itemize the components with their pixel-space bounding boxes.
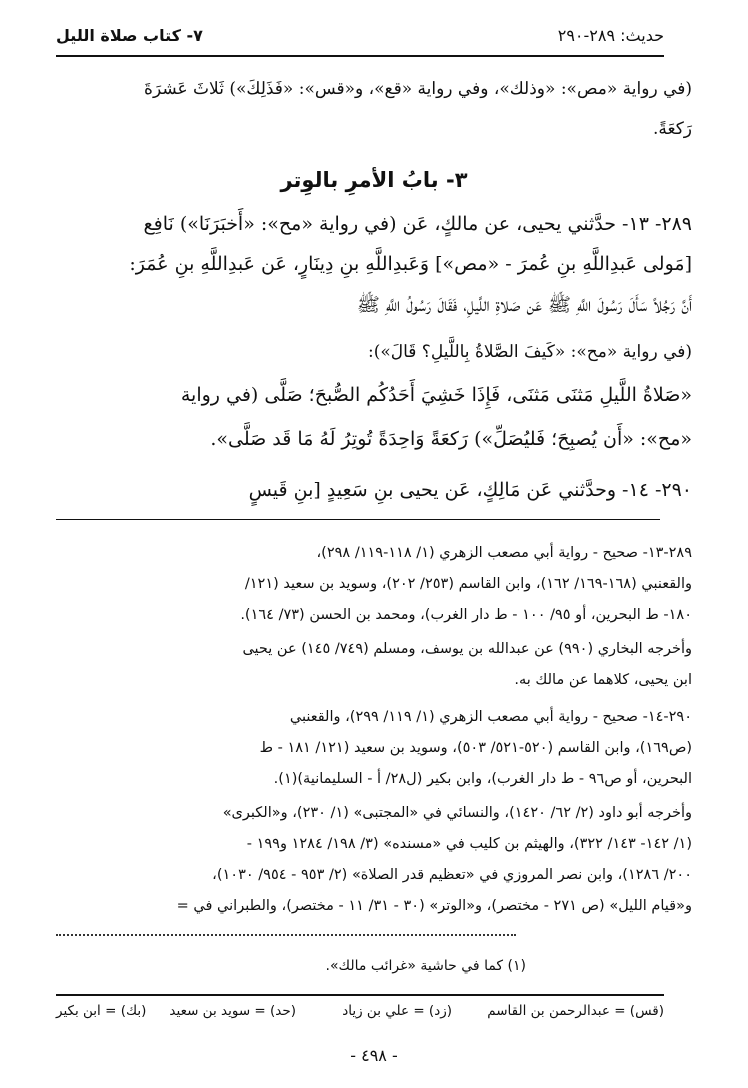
footnote-line: و«قيام الليل» (ص ٢٧١ - مختصر)، و«الوتر» (٣٠ - ٣١/ ١١ - مختصر)، والطبراني في = [176,898,692,914]
footnote-line: (ص١٦٩)، وابن القاسم (٥٢٠-٥٢١/ ٥٠٣)، وسويد بن سعيد (١٢١/ ١٨١ - ط [259,740,692,756]
legend-hd: (حد) = سويد بن سعيد [169,1003,296,1019]
hadith-line: (في رواية «مح»: «كَيفَ الصَّلاةُ بِاللَّيلِ؟ قَالَ»): [367,342,692,362]
chapter-title: ٣- بابُ الأمرِ بالوِتر [280,168,468,192]
footnote-line: ٢٠٠/ ١٢٨٦)، وابن نصر المروزي في «تعظيم قدر الصلاة» (٢/ ٩٥٣ - ٩٥٤/ ١٠٣٠)، [212,867,692,883]
hadith-line: ٢٩٠- ١٤- وحدَّثني عَن مَالِكٍ، عَن يحيى بنِ سَعِيدٍ [بنِ قَيسٍ [248,479,692,501]
hadith-line: «صَلاةُ اللَّيلِ مَثنَى مَثنَى، فَإِذَا خَشِيَ أَحَدُكُم الصُّبحَ؛ صَلَّى (في رواية [180,384,692,406]
header-rule [56,55,664,57]
hadith-line: [مَولى عَبدِاللَّهِ بنِ عُمرَ - «مص»] وَعَبدِاللَّهِ بنِ دِينَارٍ، عَن عَبدِاللَّهِ بنِ عُمَرَ: [129,253,692,275]
note-separator [56,934,516,936]
footnote-line: والقعنبي (١٦٨-١٦٩/ ١٦٢)، وابن القاسم (٢٥٣/ ٢٠٢)، وسويد بن سعيد (١٢١/ [244,576,692,592]
footer-rule [56,994,664,996]
footnote-note: (١) كما في حاشية «غرائب مالك». [325,958,526,974]
footnote-line: وأخرجه أبو داود (٢/ ٦٢/ ١٤٢٠)، والنسائي في «المجتبى» (١/ ٢٣٠)، و«الكبرى» [222,805,692,821]
hadith-line: ٢٨٩- ١٣- حدَّثني يحيى، عن مالكٍ، عَن (في رواية «مح»: «أَخبَرَنَا») نَافِع [143,213,692,235]
intro-line: (في رواية «مص»: «وذلك»، وفي رواية «قع»، و«قس»: «فَذَلِكَ») ثَلاثَ عَشرَةَ [144,79,692,99]
footnote-line: ابن يحيى، كلاهما عن مالك به. [514,672,692,688]
hadith-line: «مح»: «أَن يُصبِحَ؛ فَليُصَلِّ») رَكعَةً وَاحِدَةً تُوتِرُ لَهُ مَا قَد صَلَّى». [210,428,692,450]
footnote-line: وأخرجه البخاري (٩٩٠) عن عبدالله بن يوسف، ومسلم (٧٤٩/ ١٤٥) عن يحيى [242,641,692,657]
legend-zd: (زد) = علي بن زياد [342,1003,452,1019]
footnote-line: البحرين، أو ص٩٦ - ط دار الغرب)، وابن بكير (ل٢٨/ أ - السليمانية)(١). [273,771,692,787]
footnote-separator [56,519,660,520]
legend-bk: (بك) = ابن بكير [56,1003,147,1019]
footnote-line: ٢٩٠-١٤- صحيح - رواية أبي مصعب الزهري (١/ ١١٩/ ٢٩٩)، والقعنبي [289,709,692,725]
footnote-line: ٢٨٩-١٣- صحيح - رواية أبي مصعب الزهري (١/ ١١٨-١١٩/ ٢٩٨)، [316,545,692,561]
book-title: ٧- كتاب صلاة الليل [56,26,203,45]
legend-qs: (قس) = عبدالرحمن بن القاسم [487,1003,664,1019]
running-header [56,16,664,56]
hadith-line: أَنَّ رَجُلاً سَأَلَ رَسُولَ اللَّهِ ﷺ عَن صَلاةِ اللَّيلِ، فَقَالَ رَسُولُ اللَّهِ ﷺ [356,294,692,316]
abbreviation-legend [56,1003,664,1027]
footnote-line: ١٨٠- ط البحرين، أو ٩٥/ ١٠٠ - ط دار الغرب)، ومحمد بن الحسن (٧٣/ ١٦٤). [240,607,692,623]
intro-line: رَكعَةً. [652,119,692,139]
page-number: - ٤٩٨ - [350,1046,398,1065]
hadith-range: حديث: ٢٨٩-٢٩٠ [557,26,664,45]
footnote-line: (١/ ١٤٢- ١٤٣/ ٣٢٢)، والهيثم بن كليب في «مسنده» (٣/ ١٩٨/ ١٢٨٤ و١٩٩ - [246,836,692,852]
